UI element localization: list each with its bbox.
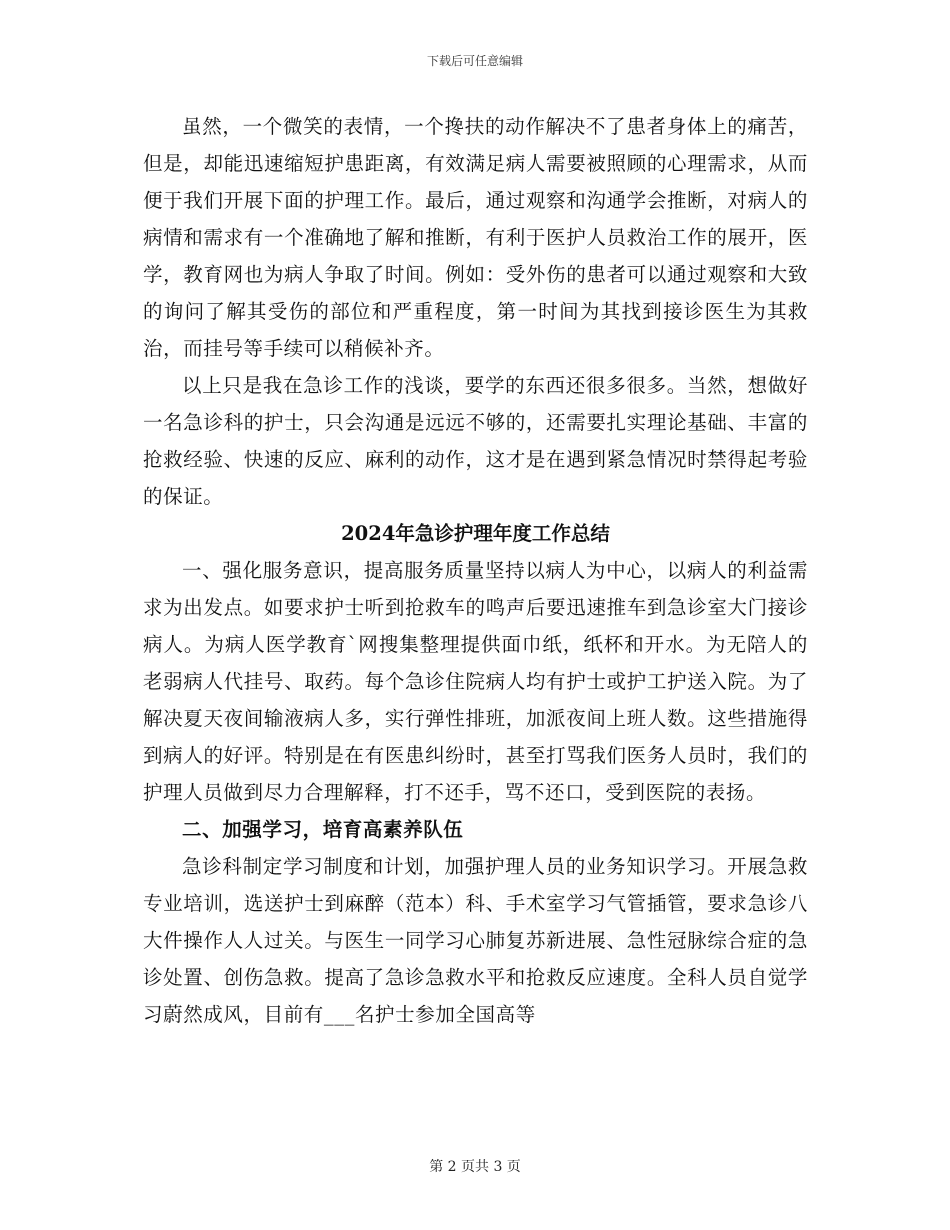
paragraph-1: 虽然，一个微笑的表情，一个搀扶的动作解决不了患者身体上的痛苦，但是，却能迅速缩短护患距离，有效满足病人需要被照顾的心理需求，从而便于我们开展下面的护理工作。最后，通过观察和沟通学会推断，对病人的病情和需求有一个准确地了解和推断，有利于医护人员救治工作的展开，医学，教育网也为病人争取了时间。例如：受外伤的患者可以通过观察和大致的询问了解其受伤的部位和严重程度，第一时间为其找到接诊医生为其救治，而挂号等手续可以稍候补齐。 [143, 115, 808, 360]
page-header: 下载后可任意编辑 [426, 54, 523, 68]
page-footer: 第 2 页共 3 页 [429, 1159, 521, 1175]
paragraph-4: 急诊科制定学习制度和计划，加强护理人员的业务知识学习。开展急救专业培训，选送护士到麻醉（范本）科、手术室学习气管插管，要求急诊八大件操作人人过关。与医生一同学习心肺复苏新进展、急性冠脉综合症的急诊处置、创伤急救。提高了急诊急救水平和抢救反应速度。全科人员自觉学习蔚然成风，目前有___名护士参加全国高等 [143, 855, 808, 1026]
section-title: 2024年急诊护理年度工作总结 [341, 522, 610, 545]
section-subheading: 二、加强学习，培育高素养队伍 [182, 818, 464, 841]
paragraph-3: 一、强化服务意识，提高服务质量坚持以病人为中心，以病人的利益需求为出发点。如要求护士听到抢救车的鸣声后要迅速推车到急诊室大门接诊病人。为病人医学教育`网搜集整理提供面巾纸，纸杯和开水。为无陪人的老弱病人代挂号、取药。每个急诊住院病人均有护士或护工护送入院。为了解决夏天夜间输液病人多，实行弹性排班，加派夜间上班人数。这些措施得到病人的好评。特别是在有医患纠纷时，甚至打骂我们医务人员时，我们的护理人员做到尽力合理解释，打不还手，骂不还口，受到医院的表扬。 [143, 559, 808, 804]
paragraph-2: 以上只是我在急诊工作的浅谈，要学的东西还很多很多。当然，想做好一名急诊科的护士，只会沟通是远远不够的，还需要扎实理论基础、丰富的抢救经验、快速的反应、麻利的动作，这才是在遇到紧急情况时禁得起考验的保证。 [143, 374, 808, 508]
document-body [143, 108, 808, 1033]
